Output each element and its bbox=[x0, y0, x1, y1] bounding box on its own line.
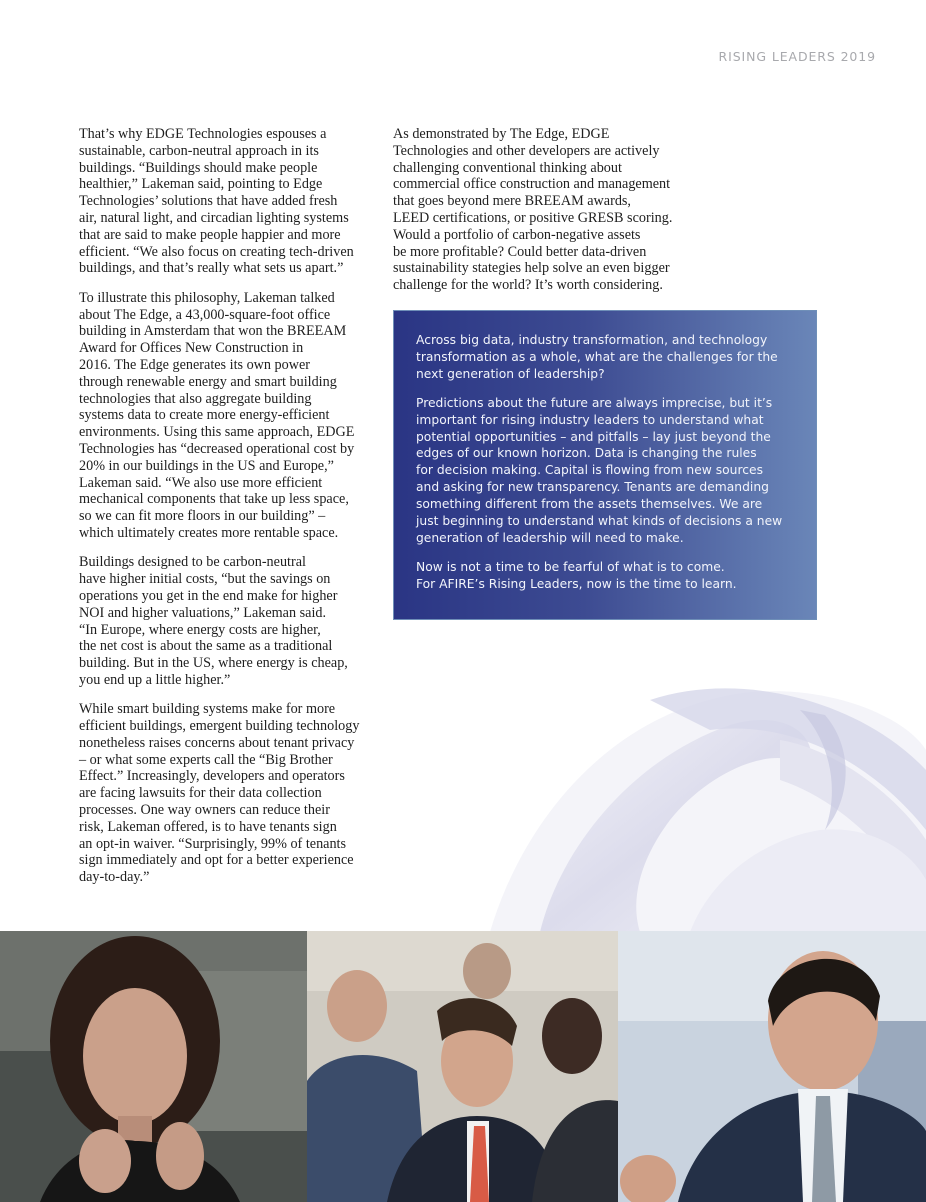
text-line: an opt-in waiver. “Surprisingly, 99% of tenants bbox=[79, 835, 347, 852]
text-line: day-to-day.” bbox=[79, 869, 150, 886]
text-line: – or what some experts call the “Big Brother bbox=[79, 751, 333, 768]
text-line: Buildings designed to be carbon-neutral bbox=[79, 554, 306, 571]
text-line: the net cost is about the same as a traditional bbox=[79, 638, 333, 655]
text-line: Award for Offices New Construction in bbox=[79, 340, 304, 357]
text-line: just beginning to understand what kinds of decisions a new bbox=[416, 514, 783, 529]
text-line: sustainability stategies help solve an even bigger bbox=[393, 260, 670, 277]
left-column-paragraph bbox=[79, 290, 379, 542]
text-line: air, natural light, and circadian lighting systems bbox=[79, 209, 349, 226]
text-line: Across big data, industry transformation, and technology bbox=[416, 333, 768, 347]
text-line: Technologies and other developers are actively bbox=[393, 142, 660, 159]
left-column-paragraph bbox=[79, 701, 379, 886]
text-line: potential opportunities – and pitfalls – lay just beyond the bbox=[416, 429, 771, 444]
text-line: buildings. “Buildings should make people bbox=[79, 159, 318, 176]
callout-paragraph bbox=[416, 332, 806, 383]
text-line: challenge for the world? It’s worth considering. bbox=[393, 277, 663, 294]
text-line: are facing lawsuits for their data collection bbox=[79, 785, 322, 802]
text-line: and asking for new transparency. Tenants are demanding bbox=[416, 480, 769, 495]
text-line: “In Europe, where energy costs are higher, bbox=[79, 621, 321, 638]
text-line: While smart building systems make for more bbox=[79, 701, 336, 718]
text-line: 20% in our buildings in the US and Europe,” bbox=[79, 457, 334, 474]
text-line: transformation as a whole, what are the challenges for the bbox=[416, 349, 778, 364]
globe-swoosh-graphic bbox=[480, 680, 926, 932]
text-line: through renewable energy and smart building bbox=[79, 373, 337, 390]
text-line: mechanical components that take up less space, bbox=[79, 491, 349, 508]
left-column bbox=[79, 126, 379, 899]
text-line: Now is not a time to be fearful of what is to come. bbox=[416, 559, 725, 574]
text-line: building. But in the US, where energy is cheap, bbox=[79, 655, 348, 672]
text-line: systems data to create more energy-efficient bbox=[79, 407, 330, 424]
text-line: For AFIRE’s Rising Leaders, now is the time to learn. bbox=[416, 576, 737, 591]
text-line: 2016. The Edge generates its own power bbox=[79, 356, 311, 373]
text-line: healthier,” Lakeman said, pointing to Edge bbox=[79, 176, 323, 193]
right-column bbox=[393, 126, 693, 307]
text-line: LEED certifications, or positive GRESB scoring. bbox=[393, 209, 673, 226]
text-line: challenging conventional thinking about bbox=[393, 159, 622, 176]
right-column-paragraph bbox=[393, 126, 693, 294]
text-line: something different from the assets themselves. We are bbox=[416, 497, 763, 512]
text-line: nonetheless raises concerns about tenant privacy bbox=[79, 734, 355, 751]
text-line: be more profitable? Could better data-driven bbox=[393, 243, 647, 260]
text-line: operations you get in the end make for higher bbox=[79, 587, 338, 604]
callout-paragraph bbox=[416, 395, 806, 547]
text-line: Lakeman said. “We also use more efficient bbox=[79, 474, 323, 491]
text-line: Technologies’ solutions that have added fresh bbox=[79, 193, 338, 210]
text-line: have higher initial costs, “but the savings on bbox=[79, 571, 331, 588]
running-head: RISING LEADERS 2019 bbox=[718, 49, 876, 64]
text-line: you end up a little higher.” bbox=[79, 671, 231, 688]
text-line: building in Amsterdam that won the BREEAM bbox=[79, 323, 347, 340]
text-line: important for rising industry leaders to understand what bbox=[416, 412, 764, 427]
text-line: about The Edge, a 43,000-square-foot office bbox=[79, 306, 331, 323]
text-line: NOI and higher valuations,” Lakeman said. bbox=[79, 604, 327, 621]
callout-paragraph bbox=[416, 559, 806, 593]
text-line: sign immediately and opt for a better experience bbox=[79, 852, 354, 869]
text-line: next generation of leadership? bbox=[416, 366, 605, 381]
text-line: That’s why EDGE Technologies espouses a bbox=[79, 126, 327, 142]
text-line: that goes beyond mere BREEAM awards, bbox=[393, 193, 631, 210]
text-line: efficient buildings, emergent building technology bbox=[79, 718, 360, 735]
left-column-paragraph bbox=[79, 554, 379, 688]
text-line: To illustrate this philosophy, Lakeman talked bbox=[79, 289, 335, 306]
text-line: generation of leadership will need to make. bbox=[416, 530, 684, 545]
left-column-paragraph bbox=[79, 126, 379, 277]
text-line: so we can fit more floors in our building” – bbox=[79, 508, 326, 525]
text-line: environments. Using this same approach, EDGE bbox=[79, 424, 355, 441]
text-line: commercial office construction and management bbox=[393, 176, 671, 193]
text-line: that are said to make people happier and more bbox=[79, 226, 341, 243]
text-line: sustainable, carbon-neutral approach in its bbox=[79, 142, 319, 159]
photo-strip bbox=[0, 931, 926, 1202]
text-line: edges of our known horizon. Data is changing the rules bbox=[416, 446, 757, 461]
text-line: Technologies has “decreased operational cost by bbox=[79, 440, 355, 457]
text-line: risk, Lakeman offered, is to have tenants sign bbox=[79, 818, 337, 835]
photo-woman-speaking bbox=[0, 931, 307, 1202]
text-line: Would a portfolio of carbon-negative assets bbox=[393, 226, 641, 243]
photo-man-speaking bbox=[618, 931, 926, 1202]
photo-audience bbox=[307, 931, 618, 1202]
text-line: As demonstrated by The Edge, EDGE bbox=[393, 126, 610, 142]
text-line: technologies that also aggregate building bbox=[79, 390, 312, 407]
text-line: Effect.” Increasingly, developers and operators bbox=[79, 768, 345, 785]
text-line: which ultimately creates more rentable space. bbox=[79, 524, 339, 541]
callout-box bbox=[393, 310, 817, 620]
text-line: efficient. “We also focus on creating tech-driven bbox=[79, 243, 354, 260]
text-line: for decision making. Capital is flowing from new sources bbox=[416, 463, 763, 478]
text-line: processes. One way owners can reduce their bbox=[79, 802, 330, 819]
text-line: buildings, and that’s really what sets us apart.” bbox=[79, 260, 344, 277]
text-line: Predictions about the future are always imprecise, but it’s bbox=[416, 395, 773, 410]
